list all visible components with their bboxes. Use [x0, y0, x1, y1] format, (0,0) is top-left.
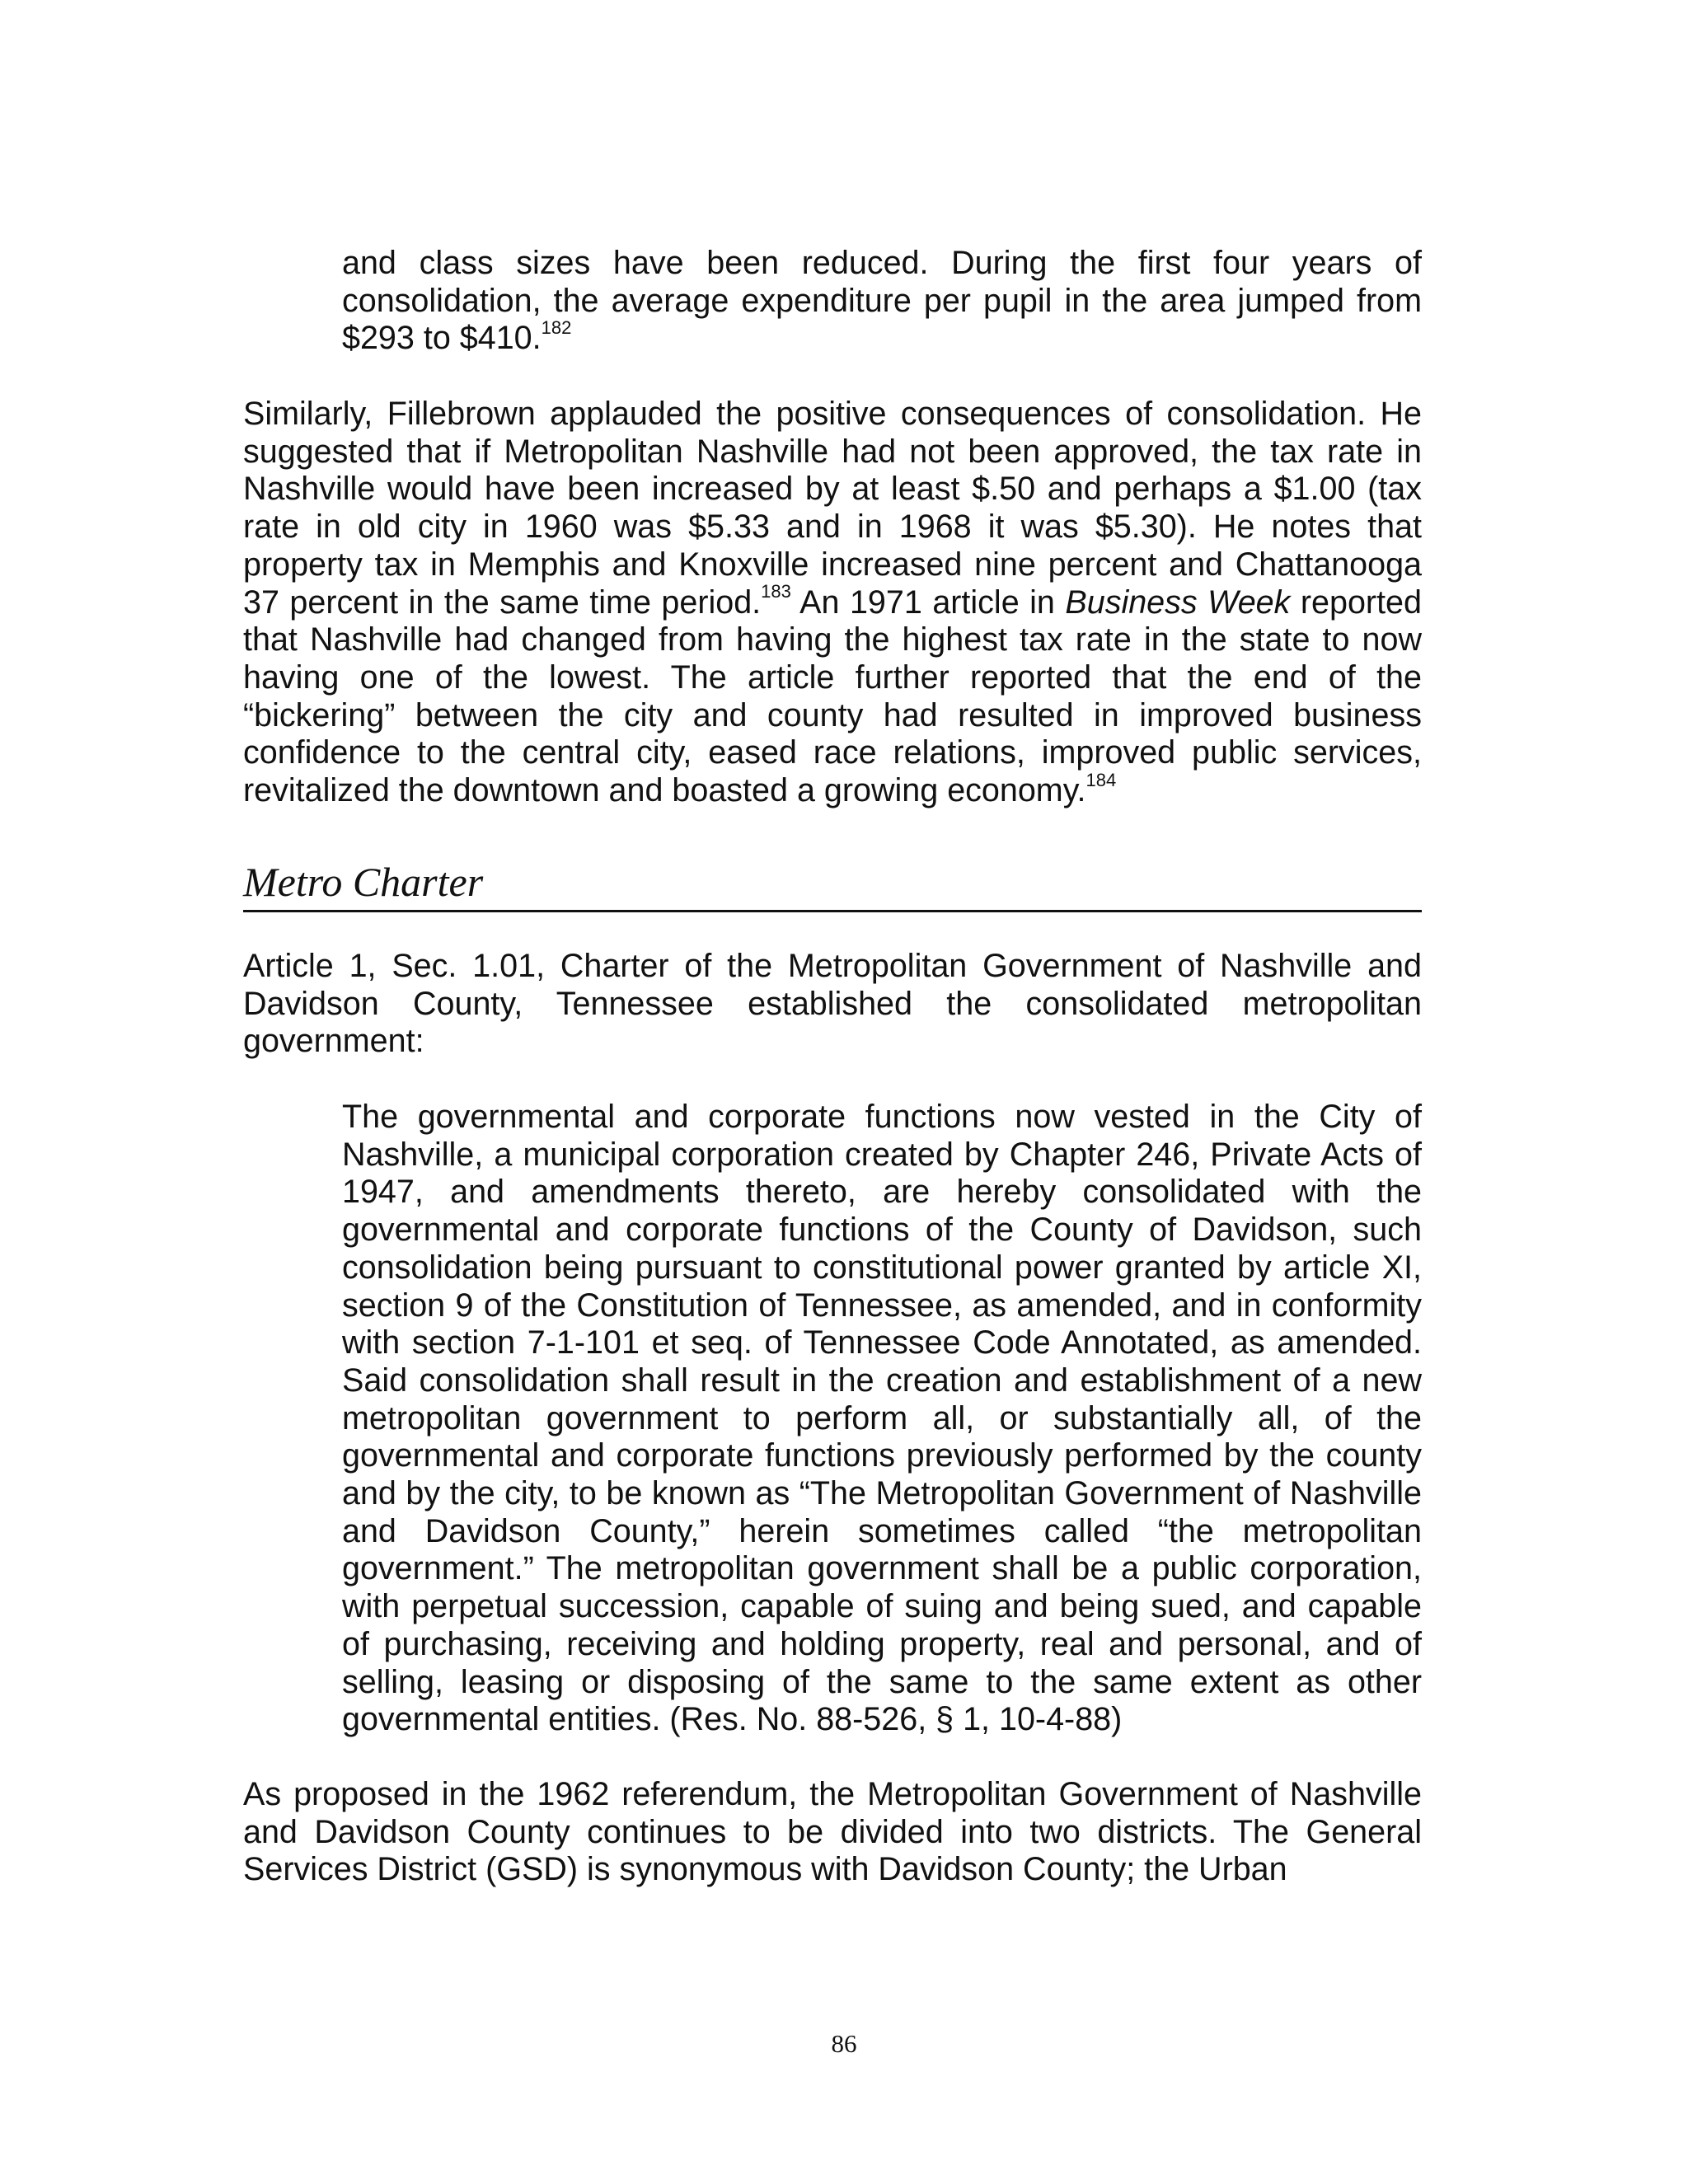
heading-rule — [243, 910, 1422, 912]
block-quote-charter: The governmental and corporate functions now vested in the City of Nashville, a municipal corporation created by Chapter 246, Private Acts of 1947, and amendments thereto, are hereby consolidated with the governmental and corporate functions of the County of Davidson, such consolidation being pursuant to constitutional power granted by article XI, section 9 of the Constitution of Tennessee, as amended, and in conformity with section 7-1-101 et seq. of Tennessee Code Annotated, as amended. Said consolidation shall result in the creation and establishment of a new metropolitan government to perform all, or substantially all, of the governmental and corporate functions previously performed by the county and by the city, to be known as “The Metropolitan Government of Nashville and Davidson County,” herein sometimes called “the metropolitan government.” The metropolitan government shall be a public corporation, with perpetual succession, capable of suing and being sued, and capable of purchasing, receiving and holding property, real and personal, and of selling, leasing or disposing of the same to the same extent as other governmental entities. (Res. No. 88-526, § 1, 10-4-88) — [342, 1099, 1422, 1738]
paragraph-text-part3: reported that Nashville had changed from having the highest tax rate in the state to now having one of the lowest. The article further reported that the end of the “bickering” between the city and county had resulted in improved business confidence to the central city, eased race relations, improved public services, revitalized the downtown and boasted a growing economy. — [243, 583, 1422, 809]
paragraph-text-part1: Similarly, Fillebrown applauded the positive consequences of consolidation. He suggested that if Metropolitan Nashville had not been approved, the tax rate in Nashville would have been increased by at least $.50 and perhaps a $1.00 (tax rate in old city in 1960 was $5.33 and in 1968 it was $5.30). He notes that property tax in Memphis and Knoxville increased nine percent and Chattanooga 37 percent in the same time period. — [243, 396, 1422, 621]
page-number: 86 — [831, 2029, 857, 2058]
block-quote-expenditure — [342, 245, 1422, 358]
paragraph-fillebrown — [243, 396, 1422, 810]
quote-text: and class sizes have been reduced. During the first four years of consolidation, the average expenditure per pupil in the area jumped from $293 to $410. — [342, 245, 1422, 357]
paragraph-districts: As proposed in the 1962 referendum, the Metropolitan Government of Nashville and Davidson County continues to be divided into two districts. The General Services District (GSD) is synonymous with Davidson County; the Urban — [243, 1776, 1422, 1888]
paragraph-text-part2: An 1971 article in — [790, 583, 1066, 621]
footnote-ref-184[interactable]: 184 — [1085, 769, 1117, 790]
publication-title: Business Week — [1065, 583, 1291, 621]
footnote-ref-182[interactable]: 182 — [541, 317, 572, 339]
footnote-ref-183[interactable]: 183 — [761, 581, 791, 602]
section-heading: Metro Charter — [243, 859, 484, 905]
paragraph-article: Article 1, Sec. 1.01, Charter of the Metropolitan Government of Nashville and Davidson County, Tennessee established the consolidated metropolitan government: — [243, 948, 1422, 1060]
